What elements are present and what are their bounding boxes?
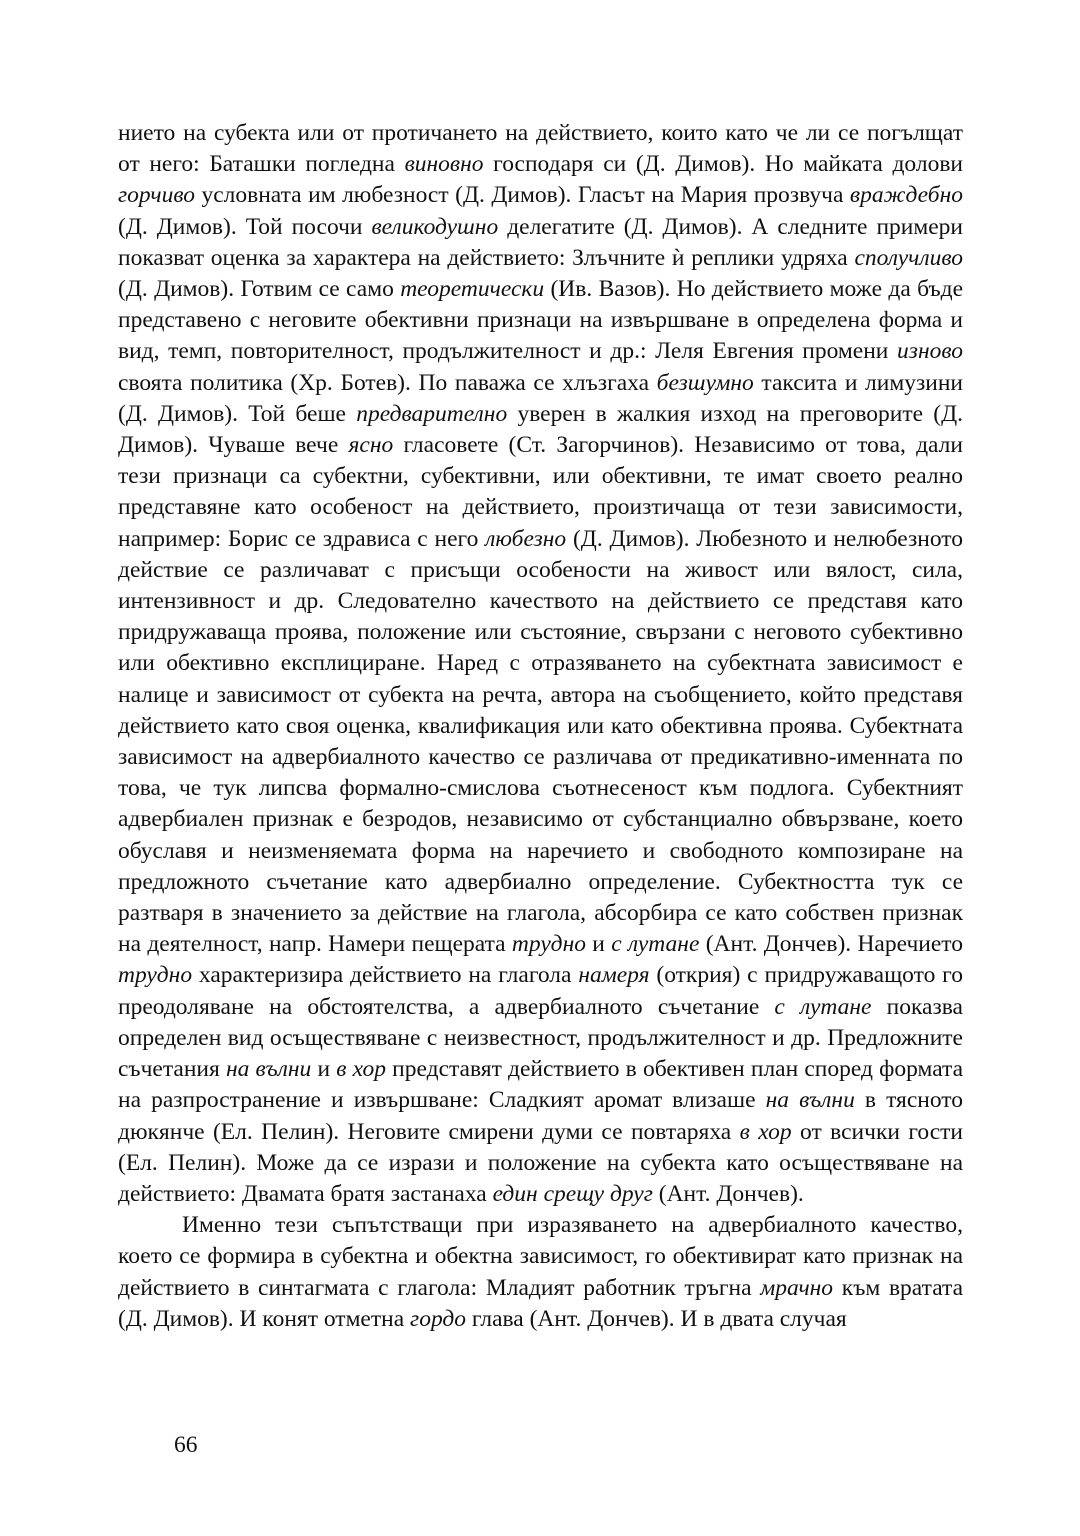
italic-example-word: виновно bbox=[404, 151, 484, 178]
italic-example-word: теоретически bbox=[400, 276, 545, 303]
italic-example-word: намеря bbox=[578, 962, 650, 989]
italic-example-word: на вълни bbox=[225, 1056, 312, 1083]
text-run: своята политика (Хр. Ботев). По паважа се хлъзгаха bbox=[118, 369, 657, 396]
text-run: Именно тези съпътстващи при изразяването на адвербиалното качество, което се формира в субектна и обектна зависимост, го обективират като признак на действието в синтагмата с глагола: Младият работник тръгна bbox=[118, 1212, 963, 1301]
text-run: и bbox=[311, 1056, 337, 1083]
italic-example-word: любезно bbox=[485, 525, 567, 552]
italic-example-word: в хор bbox=[739, 1118, 792, 1145]
text-run: и bbox=[585, 931, 612, 958]
text-run: уверен в жалкия изход на преговорите (Д. Димов). Чуваше вече bbox=[118, 400, 963, 459]
italic-example-word: с лутане bbox=[611, 931, 700, 958]
body-text bbox=[118, 118, 963, 1335]
paragraph bbox=[118, 118, 963, 1210]
text-run: (Ант. Дончев). Наречието bbox=[699, 931, 963, 958]
text-run: в тясното дюкянче (Ел. Пелин). Неговите смирени думи се повтаряха bbox=[118, 1087, 963, 1145]
text-run: условната им любезност (Д. Димов). Гласът на Мария прозвуча bbox=[194, 182, 850, 209]
italic-example-word: сполучливо bbox=[854, 244, 963, 271]
text-run: гласовете (Ст. Загорчинов). Независимо от това, дали тези признаци са субектни, субективни, или обективни, те имат своето реално представяне като особеност на действието, произтичаща от тези зависимости, например: Борис се здрависа с него bbox=[118, 432, 963, 552]
text-run: показва определен вид осъществяване с неизвестност, продължителност и др. Предложните съчетания bbox=[118, 993, 963, 1083]
italic-example-word: великодушно bbox=[371, 213, 499, 240]
italic-example-word: изново bbox=[897, 338, 963, 365]
italic-example-word: ясно bbox=[348, 432, 394, 459]
italic-example-word: враждебно bbox=[849, 182, 963, 209]
text-run: (открия) с придружаващото го преодоляване на обстоятелства, а адвербиалното съчетание bbox=[118, 962, 963, 1020]
text-run: глава (Ант. Дончев). И в двата случая bbox=[466, 1305, 847, 1332]
italic-example-word: трудно bbox=[118, 962, 193, 989]
page-number: 66 bbox=[174, 1432, 198, 1458]
italic-example-word: с лутане bbox=[774, 993, 872, 1020]
text-run: от всички гости (Ел. Пелин). Може да се изрази и положение на субекта като осъществяване на действието: Двамата братя застанаха bbox=[118, 1118, 964, 1207]
text-run: (Д. Димов). Любезното и нелюбезното действие се различават с присъщи особености на живост или вялост, сила, интензивност и др. Следователно качеството на действието се представя като придружаваща проява, положение или състояние, свързани с неговото субективно или обективно експлициране. Наред с отразяването на субектната зависимост е налице и зависимост от субекта на речта, автора на съобщението, който представя действието като своя оценка, квалификация или като обективна проява. Субектната зависимост на адвербиалното качество се различава от предикативно-именната по това, че тук липсва формално-смислова съотнесеност към подлога. Субектният адвербиален признак е безродов, независимо от субстанциално обвързване, което обуславя и неизменяемата форма на наречието и свободното композиране на предложното съчетание като адвербиално определение. Субектността тук се разтваря в значението за действие на глагола, абсорбира се като собствен признак на деятелност, напр. Намери пещерата bbox=[118, 525, 963, 958]
text-run: делегатите (Д. Димов). А следните примери показват оценка за характера на действието: Злъчните ѝ реплики удряха bbox=[118, 213, 963, 271]
italic-example-word: гордо bbox=[410, 1305, 467, 1332]
text-run: таксита и лимузини (Д. Димов). Той беше bbox=[118, 369, 963, 427]
italic-example-word: предварително bbox=[356, 400, 508, 427]
paragraph bbox=[118, 1210, 963, 1335]
italic-example-word: безшумно bbox=[656, 369, 754, 396]
text-run: (Ант. Дончев). bbox=[652, 1180, 804, 1207]
text-run: господаря си (Д. Димов). Но майката долови bbox=[483, 151, 963, 178]
text-run: (Ив. Вазов). Но действието може да бъде представено с неговите обективни признаци на извършване в определена форма и вид, темп, повторителност, продължителност и др.: Леля Евгения промени bbox=[118, 276, 964, 365]
italic-example-word: трудно bbox=[511, 931, 586, 958]
text-run: (Д. Димов). Той посочи bbox=[118, 213, 372, 240]
italic-example-word: в хор bbox=[336, 1056, 386, 1083]
text-run: представят действието в обективен план според формата на разпространение и извършване: Сладкият аромат влизаше bbox=[118, 1056, 964, 1114]
italic-example-word: мрачно bbox=[760, 1274, 834, 1301]
text-run: нието на субекта или от протичането на действието, които като че ли се погълщат от него: Баташки погледна bbox=[118, 120, 963, 178]
italic-example-word: на вълни bbox=[765, 1087, 855, 1114]
text-run: към вратата (Д. Димов). И конят отметна bbox=[118, 1274, 963, 1332]
italic-example-word: горчиво bbox=[118, 182, 195, 209]
text-run: (Д. Димов). Готвим се само bbox=[118, 276, 401, 303]
italic-example-word: един срещу друг bbox=[492, 1180, 653, 1207]
text-run: характеризира действието на глагола bbox=[192, 962, 579, 989]
